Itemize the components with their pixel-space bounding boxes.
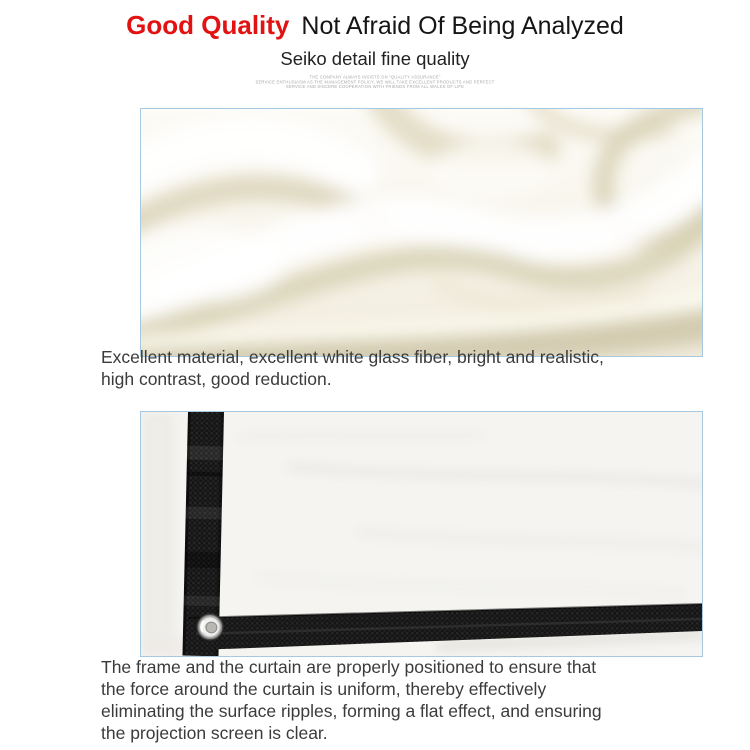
fine-print-line: SERVICE ENTHUSIASM AS THE MANAGEMENT POLICY, WE WILL TAKE EXCELLENT PRODUCTS AND PERFECT	[255, 79, 495, 85]
silk-fabric-image	[141, 109, 702, 356]
material-caption	[101, 346, 604, 390]
caption-line: Excellent material, excellent white glass fiber, bright and realistic,	[101, 347, 604, 367]
caption-line: eliminating the surface ripples, forming a flat effect, and ensuring	[101, 701, 602, 721]
caption-line: the projection screen is clear.	[101, 723, 328, 743]
caption-line: The frame and the curtain are properly positioned to ensure that	[101, 657, 597, 677]
title-highlight: Good Quality	[126, 10, 290, 40]
grommet-eyelet	[197, 614, 223, 640]
screen-frame-photo	[140, 411, 703, 657]
fine-print-line: THE COMPANY ALWAYS INSISTS ON "QUALITY ASSURANCE"	[309, 75, 441, 80]
caption-line: high contrast, good reduction.	[101, 369, 332, 389]
screen-corner-image	[141, 412, 702, 656]
fine-print-line: SERVICE AND SINCERE COOPERATION WITH FRIENDS FROM ALL WALKS OF LIFE	[285, 84, 465, 90]
page-title	[0, 8, 750, 41]
caption-line: the force around the curtain is uniform, thereby effectively	[101, 679, 547, 699]
header	[0, 8, 750, 102]
frame-caption	[101, 656, 602, 744]
fine-print	[180, 75, 570, 89]
title-rest: Not Afraid Of Being Analyzed	[301, 12, 624, 40]
subtitle: Seiko detail fine quality	[280, 48, 470, 69]
silk-fabric-photo	[140, 108, 703, 357]
